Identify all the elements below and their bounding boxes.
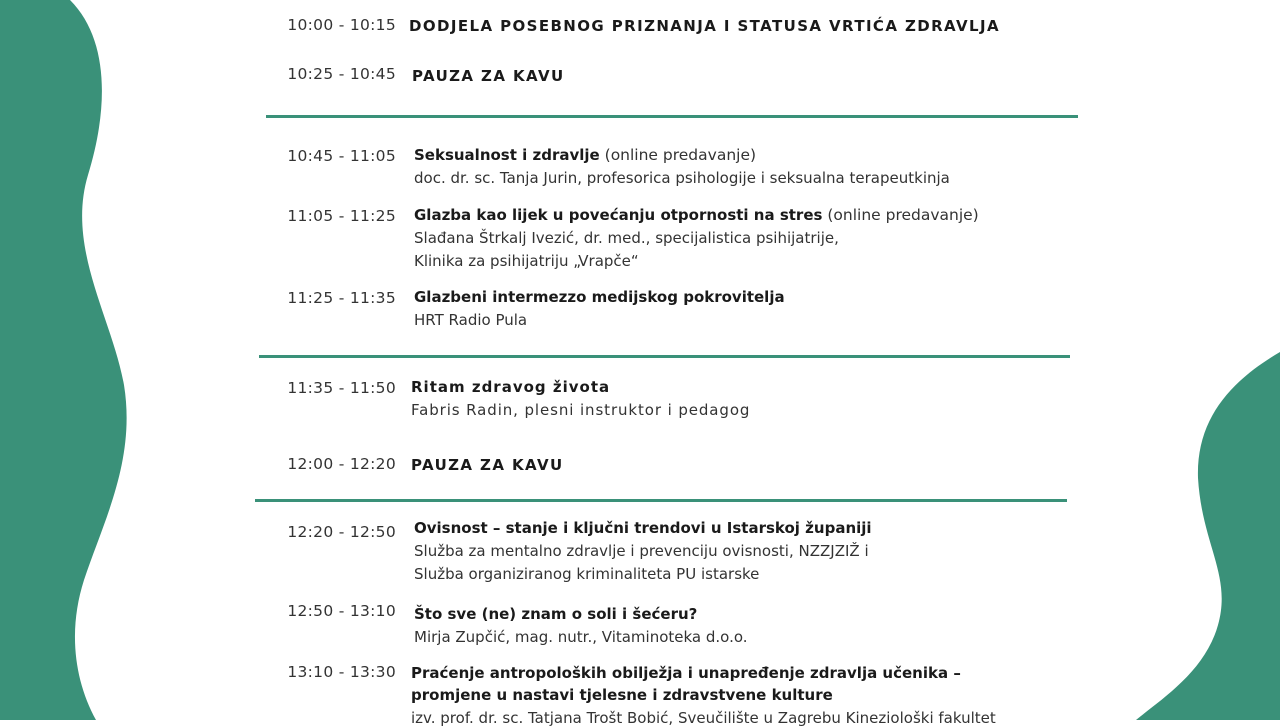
session-time: 10:25 - 10:45	[287, 65, 396, 83]
session-title: Ovisnost – stanje i ključni trendovi u Istarskoj županiji	[414, 519, 872, 537]
session-time: 11:05 - 11:25	[287, 207, 396, 225]
session-note: (online predavanje)	[599, 146, 757, 164]
session-title: PAUZA ZA KAVU	[411, 456, 564, 474]
speaker-line: HRT Radio Pula	[414, 311, 528, 329]
session-title: Što sve (ne) znam o soli i šećeru?	[414, 605, 698, 623]
session-title: Glazba kao lijek u povećanju otpornosti na stres	[414, 206, 823, 224]
session-note: (online predavanje)	[822, 206, 979, 224]
session-title-wrapper	[414, 206, 979, 224]
left-wave-shape	[0, 0, 127, 720]
speaker-line: Služba za mentalno zdravlje i prevenciju ovisnosti, NZZJZIŽ i	[414, 542, 869, 560]
speaker-line: izv. prof. dr. sc. Tatjana Trošt Bobić, Sveučilište u Zagrebu Kineziološki fakultet	[411, 709, 996, 727]
speaker-line: Klinika za psihijatriju „Vrapče“	[414, 252, 639, 270]
divider-line	[266, 115, 1078, 118]
session-title-wrapper	[414, 146, 756, 164]
speaker-line: Služba organiziranog kriminaliteta PU istarske	[414, 565, 760, 583]
speaker-line: Slađana Štrkalj Ivezić, dr. med., specijalistica psihijatrije,	[414, 229, 839, 247]
session-time: 10:45 - 11:05	[287, 147, 396, 165]
speaker-line: doc. dr. sc. Tanja Jurin, profesorica psihologije i seksualna terapeutkinja	[414, 169, 950, 187]
divider-line	[255, 499, 1067, 502]
session-time: 12:00 - 12:20	[287, 455, 396, 473]
session-time: 11:35 - 11:50	[287, 379, 396, 397]
session-title-continuation: promjene u nastavi tjelesne i zdravstvene kulture	[411, 686, 833, 704]
speaker-line: Fabris Radin, plesni instruktor i pedagog	[411, 401, 751, 419]
session-title: PAUZA ZA KAVU	[412, 67, 565, 85]
right-wave-shape	[1136, 352, 1280, 720]
session-title: Praćenje antropoloških obilježja i unapređenje zdravlja učenika –	[411, 664, 961, 682]
session-title: Ritam zdravog života	[411, 378, 611, 396]
session-title: DODJELA POSEBNOG PRIZNANJA I STATUSA VRTIĆA ZDRAVLJA	[409, 17, 1000, 35]
divider-line	[259, 355, 1070, 358]
session-title: Glazbeni intermezzo medijskog pokrovitelja	[414, 288, 785, 306]
session-time: 12:50 - 13:10	[287, 602, 396, 620]
session-time: 11:25 - 11:35	[287, 289, 396, 307]
speaker-line: Mirja Zupčić, mag. nutr., Vitaminoteka d.o.o.	[414, 628, 748, 646]
session-time: 10:00 - 10:15	[287, 16, 396, 34]
session-time: 12:20 - 12:50	[287, 523, 396, 541]
session-time: 13:10 - 13:30	[287, 663, 396, 681]
session-title: Seksualnost i zdravlje	[414, 146, 600, 164]
